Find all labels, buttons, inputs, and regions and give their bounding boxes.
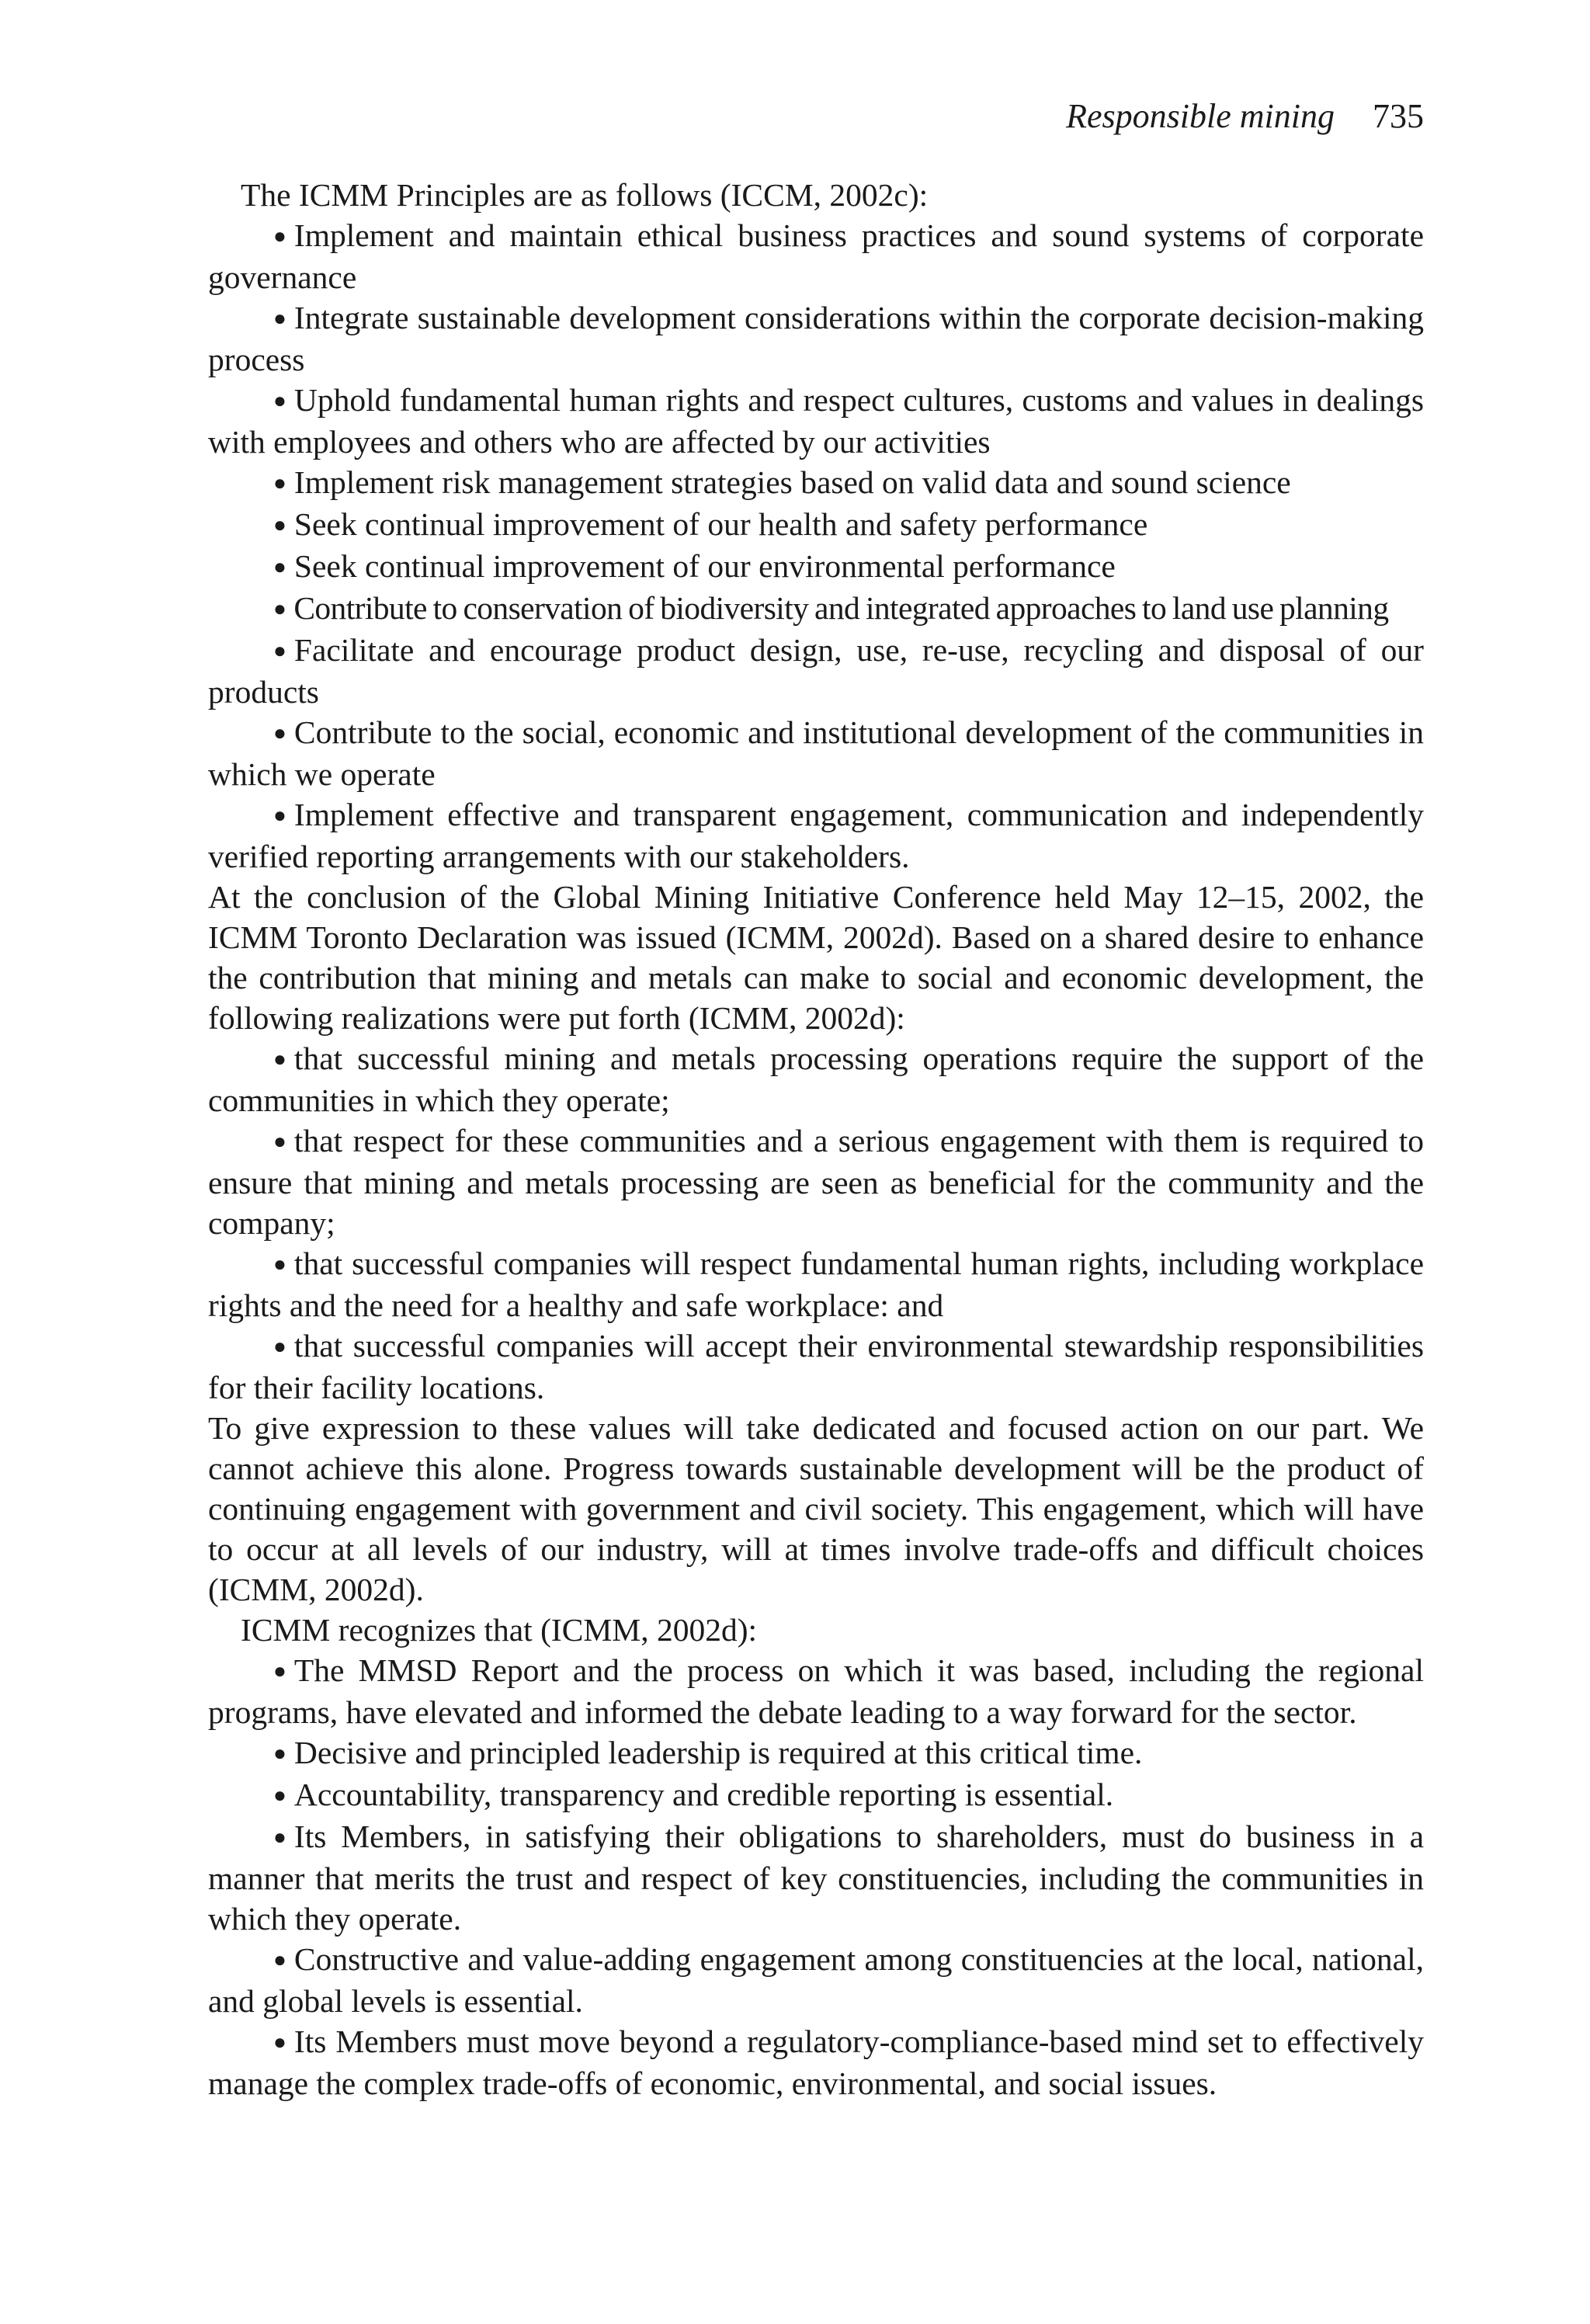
bullet-icon: ● — [273, 224, 286, 248]
recognition-item: ● Its Members, in satisfying their obligations to shareholders, must do business in a manner that merits the trust and respect of key constituencies, including the communities in which they operate. — [208, 1819, 1424, 1937]
principle-item: ● Implement effective and transparent engagement, communication and independently verified reporting arrangements with our stakeholders. — [208, 797, 1424, 874]
principle-item: ● Facilitate and encourage product design, use, re-use, recycling and disposal of our products — [208, 632, 1424, 710]
bullet-icon: ● — [273, 1742, 286, 1766]
principles-intro: The ICMM Principles are as follows (ICCM, 2002c): — [241, 177, 929, 213]
principle-item: ● Contribute to the social, economic and institutional development of the communities in which we operate — [208, 714, 1424, 792]
bullet-icon: ● — [273, 513, 286, 537]
bullet-icon: ● — [273, 555, 286, 579]
bullet-icon: ● — [273, 721, 286, 745]
values-paragraph: To give expression to these values will take dedicated and focused action on our part. We cannot achieve this alone. Progress towards sustainable development will be the product of continuing engagement with government and civil society. This engagement, which will have to occur at all levels of our industry, will at times involve trade-offs and difficult choices (ICMM, 2002d). — [208, 1410, 1424, 1607]
realization-item: ● that respect for these communities and a serious engagement with them is required to ensure that mining and metals processing are seen as beneficial for the community and the company; — [208, 1123, 1424, 1241]
running-head — [1066, 93, 1424, 140]
bullet-icon: ● — [273, 1826, 286, 1850]
recognizes-intro: ICMM recognizes that (ICMM, 2002d): — [241, 1612, 758, 1648]
bullet-icon: ● — [273, 1948, 286, 1972]
bullet-icon: ● — [273, 1130, 286, 1154]
bullet-icon: ● — [273, 597, 286, 621]
bullet-icon: ● — [273, 471, 286, 495]
principle-item: ● Uphold fundamental human rights and respect cultures, customs and values in dealings with employees and others who are affected by our activities — [208, 382, 1424, 460]
bullet-icon: ● — [273, 804, 286, 828]
recognition-item: ● The MMSD Report and the process on which it was based, including the regional programs, have elevated and informed the debate leading to a way forward for the sector. — [208, 1652, 1424, 1730]
bullet-icon: ● — [273, 2030, 286, 2055]
running-head-title: Responsible mining — [1066, 97, 1335, 135]
page-number: 735 — [1373, 97, 1424, 135]
recognition-item: ● Decisive and principled leadership is required at this critical time. — [208, 1732, 1424, 1774]
recognition-item: ● Its Members must move beyond a regulatory-compliance-based mind set to effectively manage the complex trade-offs of economic, environmental, and social issues. — [208, 2024, 1424, 2101]
recognition-item: ● Accountability, transparency and credible reporting is essential. — [208, 1774, 1424, 1816]
principle-item: ● Seek continual improvement of our health and safety performance — [208, 504, 1424, 546]
recognition-item: ● Constructive and value-adding engagement among constituencies at the local, national, and global levels is essential. — [208, 1941, 1424, 2019]
bullet-icon: ● — [273, 1252, 286, 1277]
bullet-icon: ● — [273, 1047, 286, 1072]
bullet-icon: ● — [273, 639, 286, 663]
bullet-icon: ● — [273, 307, 286, 331]
realization-item: ● that successful mining and metals processing operations require the support of the communities in which they operate; — [208, 1040, 1424, 1118]
bullet-icon: ● — [273, 1659, 286, 1683]
principle-item: ● Integrate sustainable development considerations within the corporate decision-making process — [208, 300, 1424, 377]
toronto-declaration-paragraph: At the conclusion of the Global Mining Initiative Conference held May 12–15, 2002, the ICMM Toronto Declaration was issued (ICMM, 2002d). Based on a shared desire to enhance the contribution that mining and metals can make to social and economic development, the following realizations were put forth (ICMM, 2002d): — [208, 879, 1424, 1036]
bullet-icon: ● — [273, 1335, 286, 1359]
principle-item: ● Contribute to conservation of biodiversity and integrated approaches to land use planning — [208, 588, 1424, 630]
realization-item: ● that successful companies will respect fundamental human rights, including workplace rights and the need for a healthy and safe workplace: and — [208, 1245, 1424, 1323]
bullet-icon: ● — [273, 389, 286, 413]
bullet-icon: ● — [273, 1784, 286, 1808]
realization-item: ● that successful companies will accept their environmental stewardship responsibilities for their facility locations. — [208, 1328, 1424, 1405]
principle-item: ● Implement risk management strategies based on valid data and sound science — [208, 462, 1424, 504]
body-text — [208, 175, 1424, 2103]
principle-item: ● Implement and maintain ethical business practices and sound systems of corporate governance — [208, 217, 1424, 295]
principle-item: ● Seek continual improvement of our environmental performance — [208, 546, 1424, 588]
